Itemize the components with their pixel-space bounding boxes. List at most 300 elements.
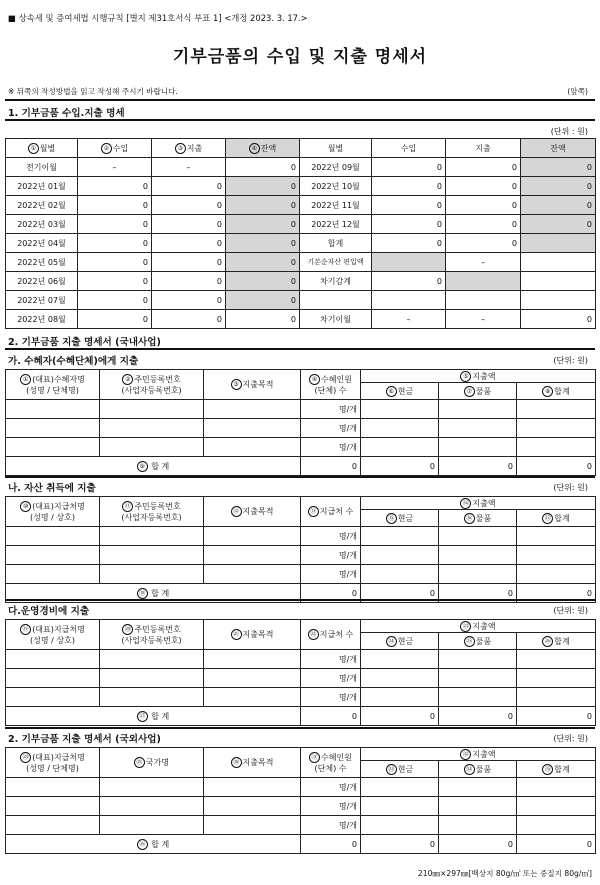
- circle-number: ②: [101, 143, 112, 154]
- goods-header: [439, 383, 517, 400]
- circle-number: ⑲: [20, 624, 31, 635]
- total-cash: 0: [361, 584, 439, 603]
- purpose-cell[interactable]: [204, 565, 301, 584]
- cash-cell[interactable]: [361, 816, 439, 835]
- cash-cell[interactable]: [361, 438, 439, 457]
- left-expense-cell: 0: [152, 196, 226, 215]
- col-label: 주민등록번호: [134, 624, 181, 634]
- count-cell[interactable]: 명/개: [301, 546, 361, 565]
- right-income-cell: 0: [372, 272, 446, 291]
- circle-number: ㉘: [20, 752, 31, 763]
- cash-cell[interactable]: [361, 565, 439, 584]
- name-cell[interactable]: [6, 400, 100, 419]
- divider: [5, 348, 595, 350]
- count-cell[interactable]: 명/개: [301, 438, 361, 457]
- circle-number: ③: [231, 379, 242, 390]
- goods-cell[interactable]: [439, 650, 517, 669]
- col-sublabel: (성명 / 단체명): [26, 385, 79, 395]
- circle-number: ⑰: [542, 513, 553, 524]
- table-row: [6, 565, 596, 584]
- goods-cell[interactable]: [439, 688, 517, 707]
- name-cell[interactable]: [6, 546, 100, 565]
- col-label: 물품: [475, 513, 492, 523]
- sum-cell[interactable]: [517, 816, 596, 835]
- sum-cell[interactable]: [517, 565, 596, 584]
- circle-number: ②: [122, 374, 133, 385]
- circle-number: ㉕: [464, 636, 475, 647]
- sub_c-table: [5, 619, 596, 726]
- sum-cell[interactable]: [517, 400, 596, 419]
- left-balance-cell: 0: [226, 291, 300, 310]
- purpose-header: [204, 370, 301, 400]
- col-label: 지출목적: [242, 380, 274, 389]
- total-cash: 0: [361, 457, 439, 476]
- total-row: [6, 457, 596, 476]
- id-cell[interactable]: [100, 688, 204, 707]
- circle-number: ⑨: [137, 461, 148, 472]
- month-row: [6, 310, 596, 329]
- total-cash: 0: [361, 835, 439, 854]
- cash-header: [361, 761, 439, 778]
- goods-cell[interactable]: [439, 816, 517, 835]
- unit-label: (단위: 원): [553, 606, 588, 615]
- circle-number: ⑪: [122, 501, 133, 512]
- col-sublabel: (성명 / 상호): [30, 512, 75, 522]
- col-label: 물품: [475, 386, 492, 396]
- total-label: [6, 707, 301, 726]
- circle-number: ⑩: [20, 501, 31, 512]
- header-label: 수입: [112, 143, 129, 153]
- purpose-cell[interactable]: [204, 438, 301, 457]
- cash-cell[interactable]: [361, 650, 439, 669]
- header-right-2: 지출: [446, 139, 521, 158]
- col-label: 현금: [397, 513, 414, 523]
- paper-spec: 210㎜×297㎜[백상지 80g/㎡ 또는 중질지 80g/㎡]: [417, 869, 592, 878]
- name-cell[interactable]: [6, 419, 100, 438]
- right-expense-cell: –: [446, 253, 521, 272]
- circle-number: ⑮: [386, 513, 397, 524]
- name-cell[interactable]: [6, 669, 100, 688]
- circle-number: ㉟: [542, 764, 553, 775]
- col-label: 수혜인원: [321, 752, 352, 762]
- cash-cell[interactable]: [361, 527, 439, 546]
- right-expense-cell: 0: [446, 177, 521, 196]
- circle-number: ㊱: [137, 839, 148, 850]
- col-label: 주민등록번호: [134, 374, 181, 384]
- form-reference: ■ 상속세 및 증여세법 시행규칙 [별지 제31호서식 부표 1] <개정 2023. 3. 17.>: [8, 13, 308, 23]
- name-cell[interactable]: [6, 650, 100, 669]
- count-cell[interactable]: 명/개: [301, 797, 361, 816]
- col2-header: [100, 370, 204, 400]
- count-cell[interactable]: 명/개: [301, 816, 361, 835]
- name-cell[interactable]: [6, 816, 100, 835]
- left-balance-cell: 0: [226, 253, 300, 272]
- right-income-cell: 0: [372, 234, 446, 253]
- month-row: [6, 215, 596, 234]
- table-row: [6, 650, 596, 669]
- total-sum: 0: [517, 584, 596, 603]
- purpose-cell[interactable]: [204, 688, 301, 707]
- col-label: 주민등록번호: [134, 501, 181, 511]
- cash-cell[interactable]: [361, 688, 439, 707]
- right-expense-cell: 0: [446, 196, 521, 215]
- goods-cell[interactable]: [439, 527, 517, 546]
- purpose-header: [204, 748, 301, 778]
- id-cell[interactable]: [100, 669, 204, 688]
- table-row: [6, 546, 596, 565]
- left-balance-cell: 0: [226, 177, 300, 196]
- name-cell[interactable]: [6, 688, 100, 707]
- right-income-cell: –: [372, 310, 446, 329]
- circle-number: ㉚: [231, 757, 242, 768]
- left-income-cell: 0: [78, 291, 152, 310]
- id-cell[interactable]: [100, 778, 204, 797]
- circle-number: ㉙: [134, 757, 145, 768]
- section2-title: 2. 기부금품 지출 명세서 (국내사업): [8, 337, 161, 348]
- col-label: 합계: [554, 513, 570, 523]
- circle-number: ⑬: [308, 506, 319, 517]
- amount-header: [361, 748, 596, 761]
- sum-header: [517, 633, 596, 650]
- header-right-3: 잔액: [521, 139, 596, 158]
- sum-cell[interactable]: [517, 650, 596, 669]
- col-sublabel: (단체) 수: [314, 385, 347, 395]
- total-count: 0: [301, 457, 361, 476]
- sum-cell[interactable]: [517, 797, 596, 816]
- left-month-cell: 2022년 05월: [6, 253, 78, 272]
- count-cell[interactable]: 명/개: [301, 400, 361, 419]
- col2-header: [100, 497, 204, 527]
- right-income-cell: [372, 291, 446, 310]
- left-month-cell: 2022년 01월: [6, 177, 78, 196]
- month-row: [6, 272, 596, 291]
- total-sum: 0: [517, 457, 596, 476]
- count-header: [301, 370, 361, 400]
- col-label: 현금: [397, 386, 414, 396]
- left-income-cell: 0: [78, 196, 152, 215]
- name-cell[interactable]: [6, 527, 100, 546]
- header-label: 잔액: [260, 143, 277, 153]
- col-label: (대표)지급처명: [32, 624, 85, 634]
- table-row: [6, 797, 596, 816]
- right-income-cell: 0: [372, 158, 446, 177]
- goods-cell[interactable]: [439, 797, 517, 816]
- left-income-cell: 0: [78, 310, 152, 329]
- instruction-note: ※ 뒤쪽의 작성방법을 읽고 작성해 주시기 바랍니다.: [8, 87, 178, 96]
- count-cell[interactable]: 명/개: [301, 650, 361, 669]
- sum-cell[interactable]: [517, 669, 596, 688]
- left-expense-cell: 0: [152, 253, 226, 272]
- count-cell[interactable]: 명/개: [301, 688, 361, 707]
- circle-number: ㉗: [137, 711, 148, 722]
- purpose-cell[interactable]: [204, 419, 301, 438]
- sum-cell[interactable]: [517, 688, 596, 707]
- right-income-cell: 0: [372, 196, 446, 215]
- total-text: 합 계: [151, 461, 170, 471]
- col-label: 합계: [554, 764, 570, 774]
- name-cell[interactable]: [6, 778, 100, 797]
- right-month-cell: 2022년 09월: [300, 158, 372, 177]
- col-label: 지출목적: [242, 758, 274, 767]
- sum-cell[interactable]: [517, 438, 596, 457]
- sub_a-title: 가. 수혜자(수혜단체)에게 지출: [8, 356, 139, 367]
- header-left-2: [152, 139, 226, 158]
- circle-number: ㉓: [460, 621, 471, 632]
- divider: [5, 599, 595, 601]
- left-month-cell: 2022년 02월: [6, 196, 78, 215]
- id-cell[interactable]: [100, 565, 204, 584]
- count-cell[interactable]: 명/개: [301, 419, 361, 438]
- month-row: [6, 253, 596, 272]
- purpose-cell[interactable]: [204, 650, 301, 669]
- col-label: 수혜인원: [321, 374, 352, 384]
- col-sublabel: (사업자등록번호): [121, 385, 182, 395]
- total-label: [6, 835, 301, 854]
- right-month-cell: 2022년 12월: [300, 215, 372, 234]
- goods-header: [439, 510, 517, 527]
- total-goods: 0: [439, 707, 517, 726]
- right-income-cell: [372, 253, 446, 272]
- table-row: [6, 438, 596, 457]
- cash-cell[interactable]: [361, 778, 439, 797]
- circle-number: ㉖: [542, 636, 553, 647]
- right-balance-cell: [521, 234, 596, 253]
- total-cash: 0: [361, 707, 439, 726]
- month-row: [6, 177, 596, 196]
- col-sublabel: (성명 / 단체명): [26, 763, 79, 773]
- goods-cell[interactable]: [439, 546, 517, 565]
- left-expense-cell: 0: [152, 310, 226, 329]
- total-text: 합 계: [151, 839, 170, 849]
- left-month-cell: 전기이월: [6, 158, 78, 177]
- right-balance-cell: [521, 291, 596, 310]
- left-income-cell: 0: [78, 177, 152, 196]
- left-income-cell: 0: [78, 234, 152, 253]
- total-text: 합 계: [151, 588, 170, 598]
- goods-header: [439, 761, 517, 778]
- sum-cell[interactable]: [517, 527, 596, 546]
- col-sublabel: (단체) 수: [314, 763, 347, 773]
- cash-cell[interactable]: [361, 419, 439, 438]
- purpose-cell[interactable]: [204, 816, 301, 835]
- purpose-cell[interactable]: [204, 546, 301, 565]
- goods-cell[interactable]: [439, 778, 517, 797]
- purpose-cell[interactable]: [204, 400, 301, 419]
- id-cell[interactable]: [100, 419, 204, 438]
- cash-header: [361, 510, 439, 527]
- col-sublabel: (성명 / 상호): [30, 635, 75, 645]
- col-label: (대표)수혜자명: [32, 374, 85, 384]
- left-balance-cell: 0: [226, 234, 300, 253]
- header-right-0: 월별: [300, 139, 372, 158]
- sub_c-title: 다.운영경비에 지출: [8, 606, 90, 617]
- left-income-cell: 0: [78, 215, 152, 234]
- amount-header: [361, 370, 596, 383]
- col1-header: [6, 620, 100, 650]
- left-balance-cell: 0: [226, 158, 300, 177]
- left-income-cell: 0: [78, 253, 152, 272]
- sum-header: [517, 383, 596, 400]
- left-balance-cell: 0: [226, 196, 300, 215]
- circle-number: ①: [28, 143, 39, 154]
- circle-number: ㉔: [386, 636, 397, 647]
- col-label: 현금: [397, 636, 414, 646]
- col-label: 지출목적: [242, 507, 274, 516]
- circle-number: ⑦: [464, 386, 475, 397]
- col-label: 지출액: [472, 621, 496, 631]
- sum-header: [517, 761, 596, 778]
- col-label: 국가명: [145, 758, 170, 767]
- left-expense-cell: 0: [152, 177, 226, 196]
- divider: [5, 99, 595, 101]
- col-label: 지출액: [472, 371, 496, 381]
- count-cell[interactable]: 명/개: [301, 669, 361, 688]
- count-cell[interactable]: 명/개: [301, 778, 361, 797]
- col-label: 지출액: [472, 498, 496, 508]
- id-cell[interactable]: [100, 438, 204, 457]
- left-month-cell: 2022년 07월: [6, 291, 78, 310]
- goods-cell[interactable]: [439, 565, 517, 584]
- name-cell[interactable]: [6, 797, 100, 816]
- right-balance-cell: 0: [521, 158, 596, 177]
- purpose-cell[interactable]: [204, 797, 301, 816]
- goods-cell[interactable]: [439, 419, 517, 438]
- table-row: [6, 688, 596, 707]
- goods-cell[interactable]: [439, 400, 517, 419]
- col-label: 합계: [554, 636, 570, 646]
- left-month-cell: 2022년 04월: [6, 234, 78, 253]
- table-row: [6, 778, 596, 797]
- sub_b-title: 나. 자산 취득에 지출: [8, 483, 96, 494]
- purpose-cell[interactable]: [204, 778, 301, 797]
- cash-cell[interactable]: [361, 797, 439, 816]
- col-label: 지급처 수: [319, 630, 354, 639]
- total-goods: 0: [439, 835, 517, 854]
- right-expense-cell: 0: [446, 158, 521, 177]
- id-cell[interactable]: [100, 527, 204, 546]
- cash-cell[interactable]: [361, 400, 439, 419]
- sum-cell[interactable]: [517, 419, 596, 438]
- circle-number: ⑱: [137, 588, 148, 599]
- month-row: [6, 234, 596, 253]
- goods-cell[interactable]: [439, 669, 517, 688]
- circle-number: ㉒: [308, 629, 319, 640]
- circle-number: ㉑: [231, 629, 242, 640]
- count-cell[interactable]: 명/개: [301, 527, 361, 546]
- sum-header: [517, 510, 596, 527]
- left-income-cell: 0: [78, 272, 152, 291]
- page-title: 기부금품의 수입 및 지출 명세서: [172, 47, 428, 67]
- col-label: 지급처 수: [319, 507, 354, 516]
- count-cell[interactable]: 명/개: [301, 565, 361, 584]
- right-balance-cell: 0: [521, 196, 596, 215]
- circle-number: ①: [20, 374, 31, 385]
- count-header: [301, 748, 361, 778]
- circle-number: ⑥: [386, 386, 397, 397]
- col-label: 합계: [554, 386, 570, 396]
- circle-number: ③: [175, 143, 186, 154]
- table-row: [6, 419, 596, 438]
- left-month-cell: 2022년 08월: [6, 310, 78, 329]
- col1-header: [6, 748, 100, 778]
- total-text: 합 계: [151, 711, 170, 721]
- total-row: [6, 707, 596, 726]
- left-expense-cell: 0: [152, 291, 226, 310]
- unit-label: (단위: 원): [553, 483, 588, 492]
- right-balance-cell: [521, 253, 596, 272]
- cash-cell[interactable]: [361, 546, 439, 565]
- left-expense-cell: 0: [152, 234, 226, 253]
- circle-number: ⑳: [122, 624, 133, 635]
- right-balance-cell: 0: [521, 177, 596, 196]
- right-balance-cell: 0: [521, 215, 596, 234]
- circle-number: ⑧: [542, 386, 553, 397]
- month-row: [6, 158, 596, 177]
- purpose-cell[interactable]: [204, 669, 301, 688]
- id-cell[interactable]: [100, 797, 204, 816]
- left-balance-cell: 0: [226, 215, 300, 234]
- sub_a-table: [5, 369, 596, 476]
- col-label: (대표)지급처명: [32, 501, 85, 511]
- section1-title: 1. 기부금품 수입.지출 명세: [8, 108, 125, 119]
- total-row: [6, 835, 596, 854]
- right-month-cell: [300, 291, 372, 310]
- count-header: [301, 620, 361, 650]
- purpose-header: [204, 620, 301, 650]
- col-label: (대표)지급처명: [32, 752, 85, 762]
- id-cell[interactable]: [100, 546, 204, 565]
- total-sum: 0: [517, 707, 596, 726]
- purpose-cell[interactable]: [204, 527, 301, 546]
- circle-number: ⑫: [231, 506, 242, 517]
- goods-cell[interactable]: [439, 438, 517, 457]
- total-count: 0: [301, 707, 361, 726]
- id-cell[interactable]: [100, 816, 204, 835]
- circle-number: ㉝: [386, 764, 397, 775]
- circle-number: ⑯: [464, 513, 475, 524]
- circle-number: ④: [309, 374, 320, 385]
- total-label: [6, 457, 301, 476]
- right-month-cell: 차기이월: [300, 310, 372, 329]
- id-cell[interactable]: [100, 400, 204, 419]
- total-goods: 0: [439, 584, 517, 603]
- name-cell[interactable]: [6, 565, 100, 584]
- right-balance-cell: 0: [521, 310, 596, 329]
- unit-label: (단위: 원): [553, 734, 588, 743]
- sum-cell[interactable]: [517, 778, 596, 797]
- table-row: [6, 527, 596, 546]
- left-balance-cell: 0: [226, 272, 300, 291]
- header-label: 월별: [39, 143, 56, 153]
- cash-cell[interactable]: [361, 669, 439, 688]
- col-label: 지출액: [472, 749, 496, 759]
- circle-number: ④: [249, 143, 260, 154]
- divider: [5, 119, 595, 121]
- id-cell[interactable]: [100, 650, 204, 669]
- col-label: 물품: [475, 636, 492, 646]
- right-month-cell: 기본순자산 편입액: [300, 253, 372, 272]
- col-label: 지출목적: [242, 630, 274, 639]
- right-income-cell: 0: [372, 177, 446, 196]
- left-income-cell: –: [78, 158, 152, 177]
- amount-header: [361, 620, 596, 633]
- col-label: 현금: [397, 764, 414, 774]
- right-expense-cell: 0: [446, 234, 521, 253]
- circle-number: ㉞: [464, 764, 475, 775]
- col-sublabel: (사업자등록번호): [121, 635, 182, 645]
- name-cell[interactable]: [6, 438, 100, 457]
- sum-cell[interactable]: [517, 546, 596, 565]
